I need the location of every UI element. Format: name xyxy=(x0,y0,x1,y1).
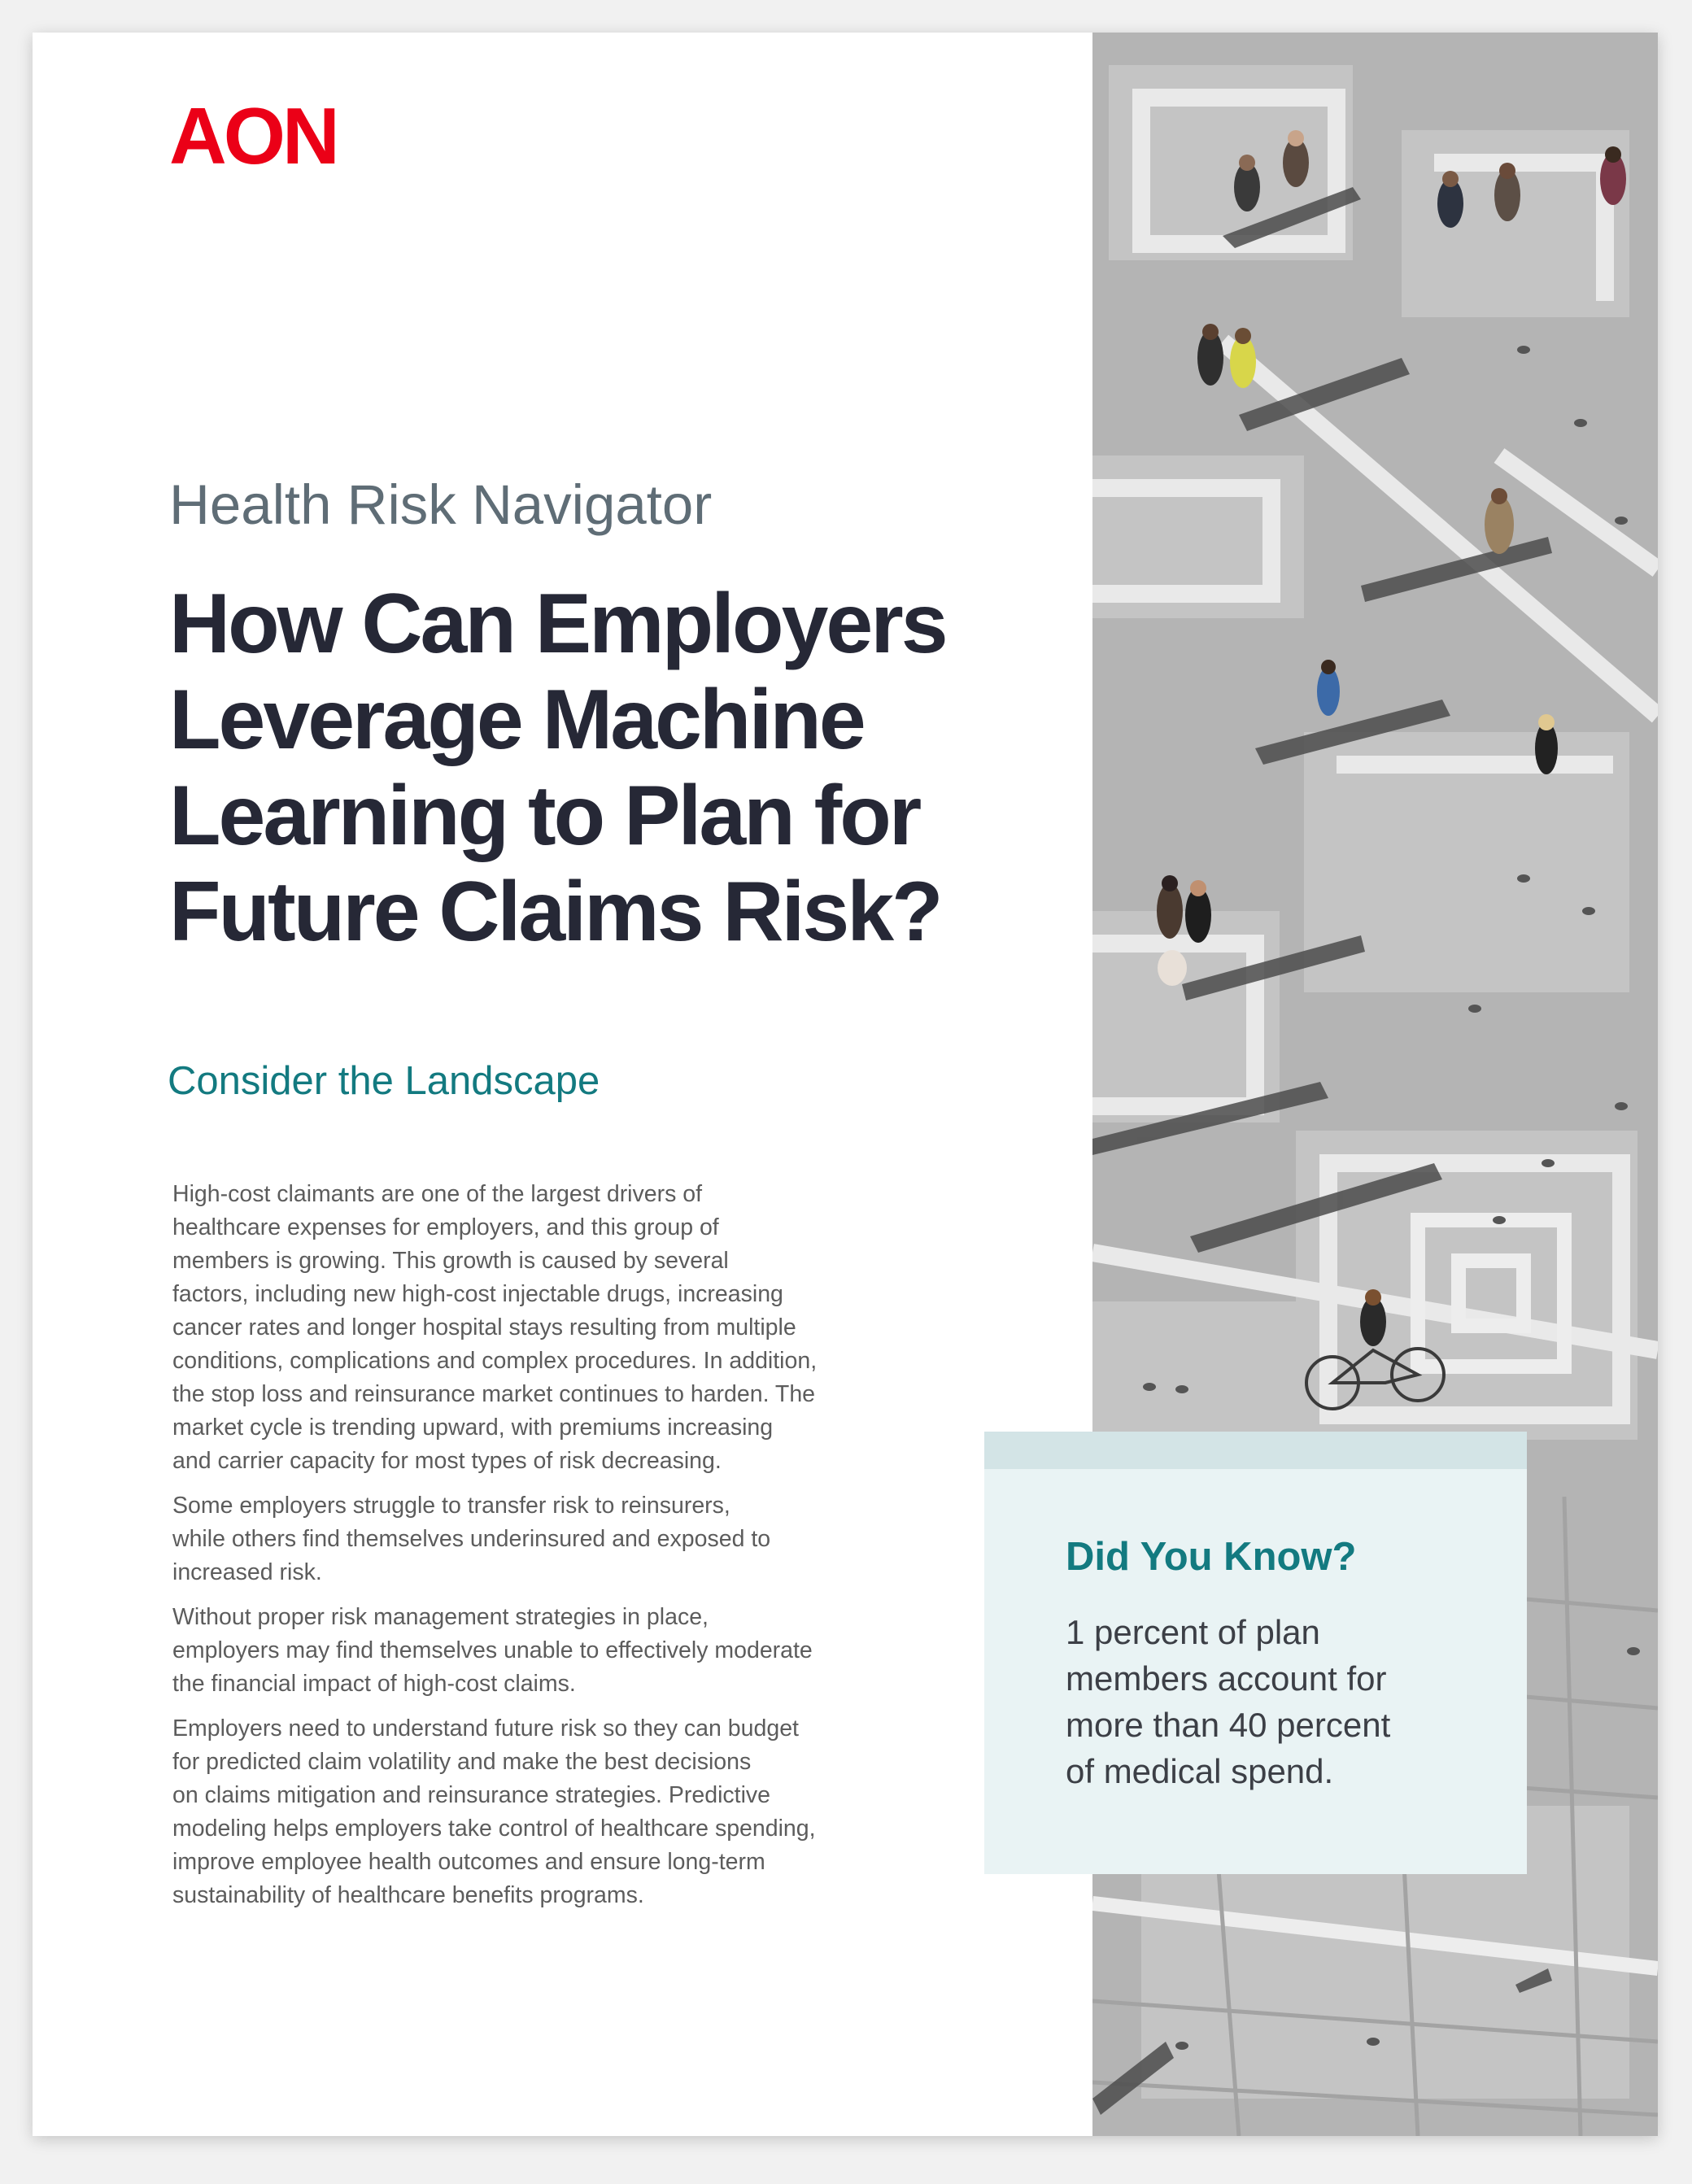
document-page xyxy=(33,33,1658,2136)
body-line: market cycle is trending upward, with premiums increasing xyxy=(172,1415,774,1441)
headline-line: Future Claims Risk? xyxy=(169,865,941,959)
body-copy xyxy=(172,1178,905,1924)
body-line: Without proper risk management strategies in place, xyxy=(172,1604,709,1630)
body-line: while others find themselves underinsured and exposed to xyxy=(172,1526,771,1552)
paragraph xyxy=(172,1712,905,1912)
paragraph xyxy=(172,1178,905,1478)
body-line: the financial impact of high-cost claims. xyxy=(172,1671,576,1697)
section-title: Consider the Landscape xyxy=(168,1059,600,1103)
headline-line: Learning to Plan for xyxy=(169,769,920,863)
eyebrow-title: Health Risk Navigator xyxy=(169,473,713,536)
body-line: healthcare expenses for employers, and this group of xyxy=(172,1214,719,1240)
callout-line: 1 percent of plan xyxy=(1066,1613,1320,1651)
callout-title: Did You Know? xyxy=(1066,1535,1357,1579)
did-you-know-callout xyxy=(984,1432,1527,1874)
body-line: improve employee health outcomes and ensure long-term xyxy=(172,1849,765,1875)
callout-header-bar xyxy=(984,1432,1527,1469)
body-line: factors, including new high-cost injectable drugs, increasing xyxy=(172,1281,783,1307)
body-line: and carrier capacity for most types of risk decreasing. xyxy=(172,1448,722,1474)
callout-line: of medical spend. xyxy=(1066,1752,1334,1790)
body-line: modeling helps employers take control of healthcare spending, xyxy=(172,1816,816,1842)
headline xyxy=(169,576,1064,960)
body-line: cancer rates and longer hospital stays resulting from multiple xyxy=(172,1314,796,1340)
headline-line: How Can Employers xyxy=(169,577,946,671)
paragraph xyxy=(172,1489,905,1589)
callout-text xyxy=(1066,1609,1489,1794)
callout-line: more than 40 percent xyxy=(1066,1706,1391,1744)
body-line: members is growing. This growth is caused by several xyxy=(172,1248,729,1274)
paragraph xyxy=(172,1601,905,1701)
body-line: increased risk. xyxy=(172,1559,322,1585)
body-line: sustainability of healthcare benefits programs. xyxy=(172,1882,644,1908)
body-line: Employers need to understand future risk so they can budget xyxy=(172,1715,799,1742)
body-line: High-cost claimants are one of the largest drivers of xyxy=(172,1181,703,1207)
aon-logo: AON xyxy=(169,91,337,181)
body-line: conditions, complications and complex procedures. In addition, xyxy=(172,1348,818,1374)
callout-line: members account for xyxy=(1066,1659,1387,1698)
body-line: employers may find themselves unable to effectively moderate xyxy=(172,1637,813,1663)
body-line: on claims mitigation and reinsurance strategies. Predictive xyxy=(172,1782,771,1808)
body-line: Some employers struggle to transfer risk to reinsurers, xyxy=(172,1493,730,1519)
body-line: the stop loss and reinsurance market continues to harden. The xyxy=(172,1381,816,1407)
headline-line: Leverage Machine xyxy=(169,673,864,767)
body-line: for predicted claim volatility and make the best decisions xyxy=(172,1749,752,1775)
